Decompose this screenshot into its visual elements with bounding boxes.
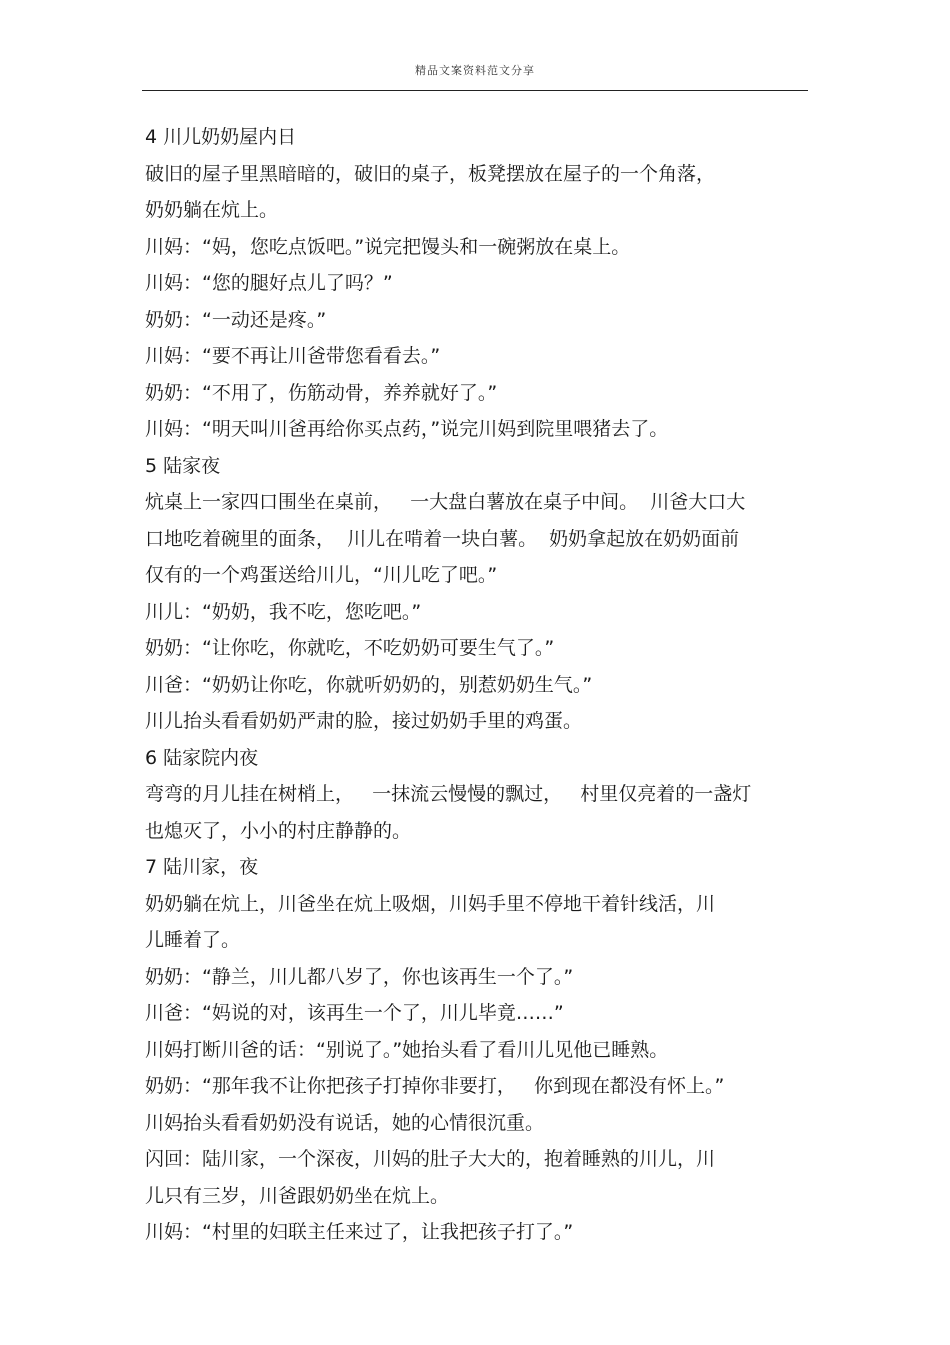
text-line: 闪回：陆川家，一个深夜，川妈的肚子大大的，抱着睡熟的川儿，川 <box>145 1148 716 1170</box>
text-line: 川儿：“奶奶，我不吃，您吃吧。” <box>145 600 422 623</box>
text-line: 奶奶：“一动还是疼。” <box>145 308 327 331</box>
text-line: 儿只有三岁，川爸跟奶奶坐在炕上。 <box>145 1184 450 1207</box>
header-rule <box>142 90 808 91</box>
text-line: 川妈抬头看看奶奶没有说话，她的心情很沉重。 <box>145 1111 545 1134</box>
text-line: 仅有的一个鸡蛋送给川儿，“川儿吃了吧。” <box>145 564 498 586</box>
text-line: 奶奶：“那年我不让你把孩子打掉你非要打， 你到现在都没有怀上。” <box>145 1075 725 1097</box>
text-line: 奶奶：“静兰，川儿都八岁了，你也该再生一个了。” <box>145 965 574 988</box>
text-line: 也熄灭了，小小的村庄静静的。 <box>145 819 412 842</box>
text-line: 川爸：“妈说的对，该再生一个了，川儿毕竟……” <box>145 1002 564 1024</box>
text-line: 川妈打断川爸的话：“别说了。”她抬头看了看川儿见他已睡熟。 <box>145 1038 669 1061</box>
text-line: 奶奶：“不用了，伤筋动骨，养养就好了。” <box>145 381 498 404</box>
text-line: 奶奶躺在炕上，川爸坐在炕上吸烟，川妈手里不停地干着针线活，川 <box>145 892 716 915</box>
text-line: 川妈：“妈，您吃点饭吧。”说完把馒头和一碗粥放在桌上。 <box>145 235 631 258</box>
text-line: 炕桌上一家四口围坐在桌前， 一大盘白薯放在桌子中间。 川爸大口大 <box>145 491 746 513</box>
scene-heading: 7 陆川家，夜 <box>145 856 259 878</box>
text-line: 奶奶躺在炕上。 <box>145 199 279 221</box>
scene-heading: 4 川儿奶奶屋内日 <box>145 126 297 148</box>
text-line: 川爸：“奶奶让你吃，你就听奶奶的，别惹奶奶生气。” <box>145 673 593 696</box>
page-header: 精品文案资料范文分享 <box>415 64 535 77</box>
text-line: 弯弯的月儿挂在树梢上， 一抹流云慢慢的飘过， 村里仅亮着的一盏灯 <box>145 783 752 805</box>
text-line: 川妈：“村里的妇联主任来过了，让我把孩子打了。” <box>145 1221 574 1243</box>
text-line: 儿睡着了。 <box>145 929 241 951</box>
text-line: 川妈：“明天叫川爸再给你买点药，”说完川妈到院里喂猪去了。 <box>145 418 669 440</box>
document-body <box>145 119 810 1251</box>
text-line: 奶奶：“让你吃，你就吃，不吃奶奶可要生气了。” <box>145 637 555 659</box>
text-line: 口地吃着碗里的面条， 川儿在啃着一块白薯。 奶奶拿起放在奶奶面前 <box>145 527 740 550</box>
text-line: 川妈：“您的腿好点儿了吗？” <box>145 272 393 294</box>
text-line: 破旧的屋子里黑暗暗的，破旧的桌子，板凳摆放在屋子的一个角落， <box>145 162 716 185</box>
text-line: 川妈：“要不再让川爸带您看看去。” <box>145 345 441 367</box>
text-line: 川儿抬头看看奶奶严肃的脸，接过奶奶手里的鸡蛋。 <box>145 710 583 732</box>
scene-heading: 6 陆家院内夜 <box>145 746 259 769</box>
scene-heading: 5 陆家夜 <box>145 454 221 477</box>
